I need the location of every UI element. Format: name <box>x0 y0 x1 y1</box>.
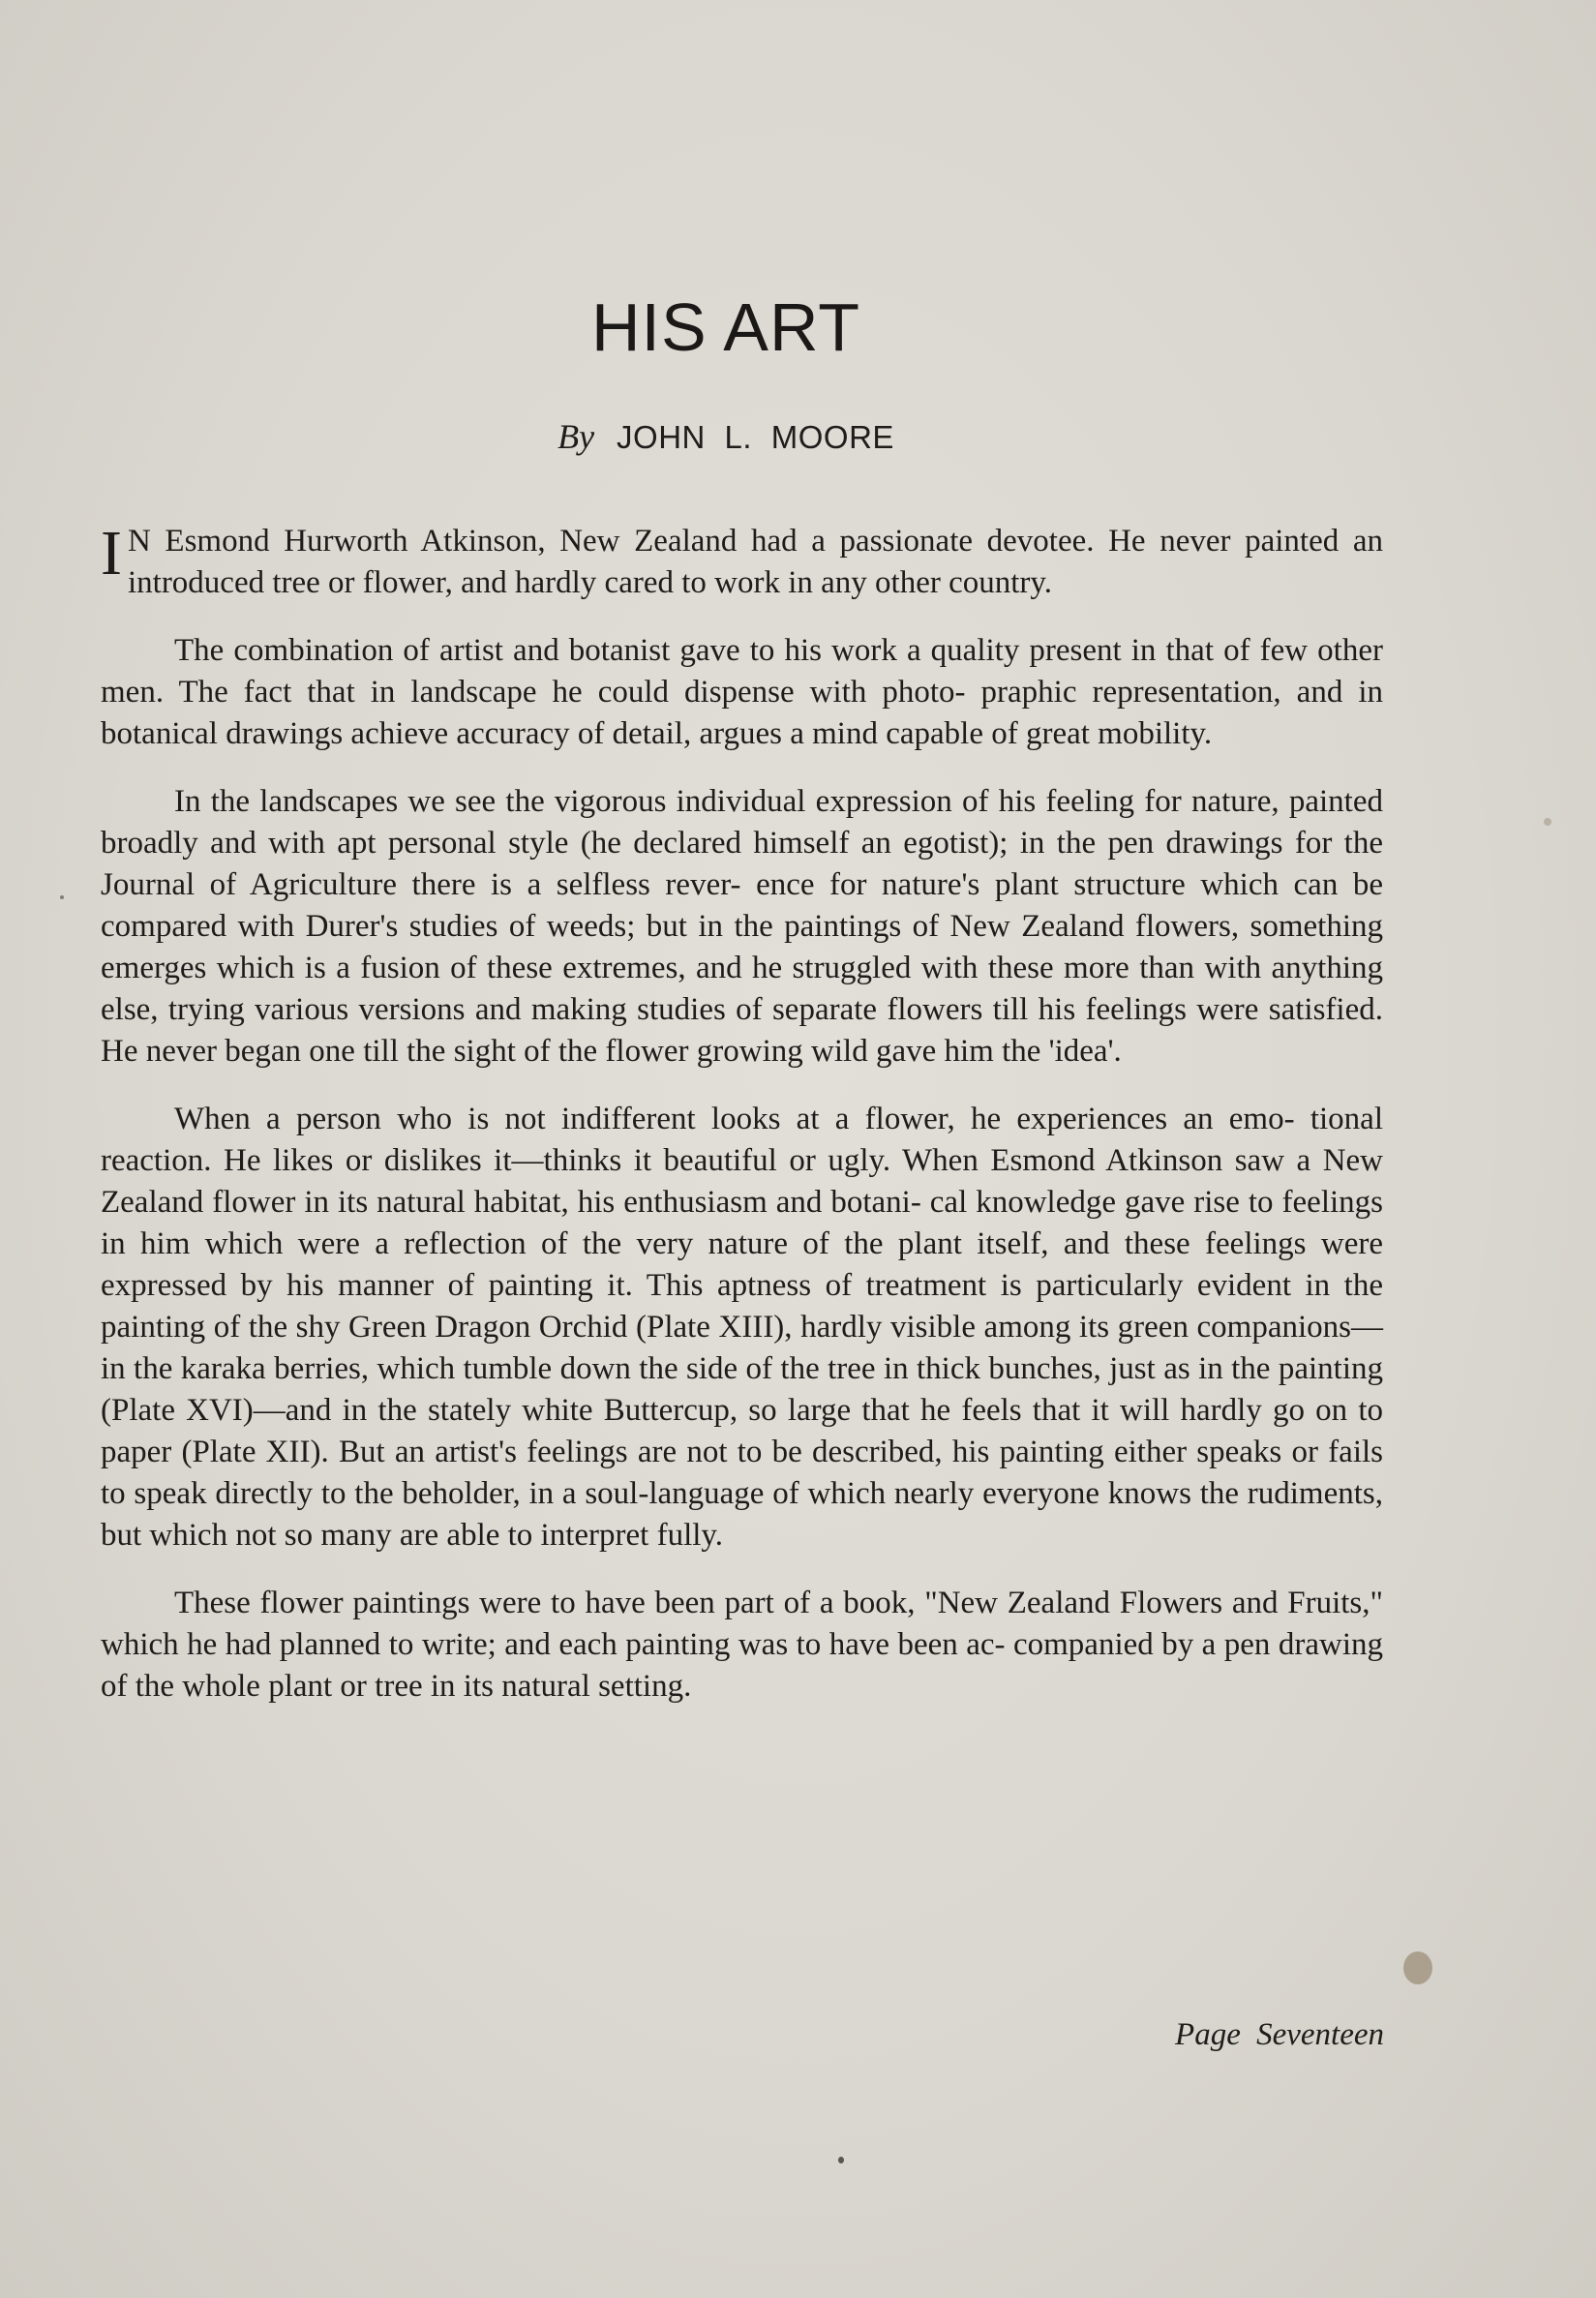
paragraph-3: In the landscapes we see the vigorous individual expression of his feeling for nature, painted broadly and with apt personal style (he declared himself an egotist); in the pen drawings for the Journal of Agriculture there is a selfless rever- ence for nature's plant structure which can be compared with Durer's studies of weeds; but in the paintings of New Zealand flowers, something emerges which is a fusion of these extremes, and he struggled with these more than with anything else, trying various versions and making studies of separate flowers till his feelings were satisfied. He never began one till the sight of the flower growing wild gave him the 'idea'. <box>101 784 1383 1069</box>
paragraph-1 <box>101 518 1383 604</box>
paragraph-4: When a person who is not indifferent looks at a flower, he experiences an emo- tional reaction. He likes or dislikes it—thinks it beautiful or ugly. When Esmond Atkinson saw a New Zealand flower in its natural habitat, his enthusiasm and botani- cal knowledge gave rise to feelings in him which were a reflection of the very nature of the plant itself, and these feelings were expressed by his manner of painting it. This aptness of treatment is particularly evident in the painting of the shy Green Dragon Orchid (Plate XIII), hardly visible among its green companions—in the karaka berries, which tumble down the side of the tree in thick bunches, just as in the painting (Plate XVI)—and in the stately white Buttercup, so large that he feels that it will hardly go on to paper (Plate XII). But an artist's feelings are not to be described, his painting either speaks or fails to speak directly to the beholder, in a soul-language of which nearly everyone knows the rudiments, but which not so many are able to interpret fully. <box>101 1102 1383 1553</box>
article-title: HIS ART <box>590 289 860 365</box>
article-body <box>101 518 1383 1734</box>
paragraph-5: These flower paintings were to have been part of a book, "New Zealand Flowers and Fruits," which he had planned to write; and each painting was to have been ac- companied by a pen drawing of the whole plant or tree in its natural setting. <box>101 1586 1383 1704</box>
paper-speck <box>838 2157 844 2163</box>
paragraph-2: The combination of artist and botanist gave to his work a quality present in that of few other men. The fact that in landscape he could dispense with photo- praphic representation, and in botanical drawings achieve accuracy of detail, argues a mind capable of great mobility. <box>101 633 1383 751</box>
page-number: Page Seventeen <box>1175 2017 1384 2052</box>
paper-stain <box>1403 1951 1432 1984</box>
paragraph-text: N Esmond Hurworth Atkinson, New Zealand had a passionate devotee. He never painted an introduced tree or flower, and hardly cared to work in any other country. <box>127 524 1383 600</box>
byline-prefix: By <box>557 417 595 456</box>
drop-cap: I <box>101 518 122 589</box>
byline <box>0 416 1452 457</box>
paper-speck <box>60 895 64 899</box>
paper-speck <box>1544 818 1551 826</box>
author-name: JOHN L. MOORE <box>617 419 894 455</box>
